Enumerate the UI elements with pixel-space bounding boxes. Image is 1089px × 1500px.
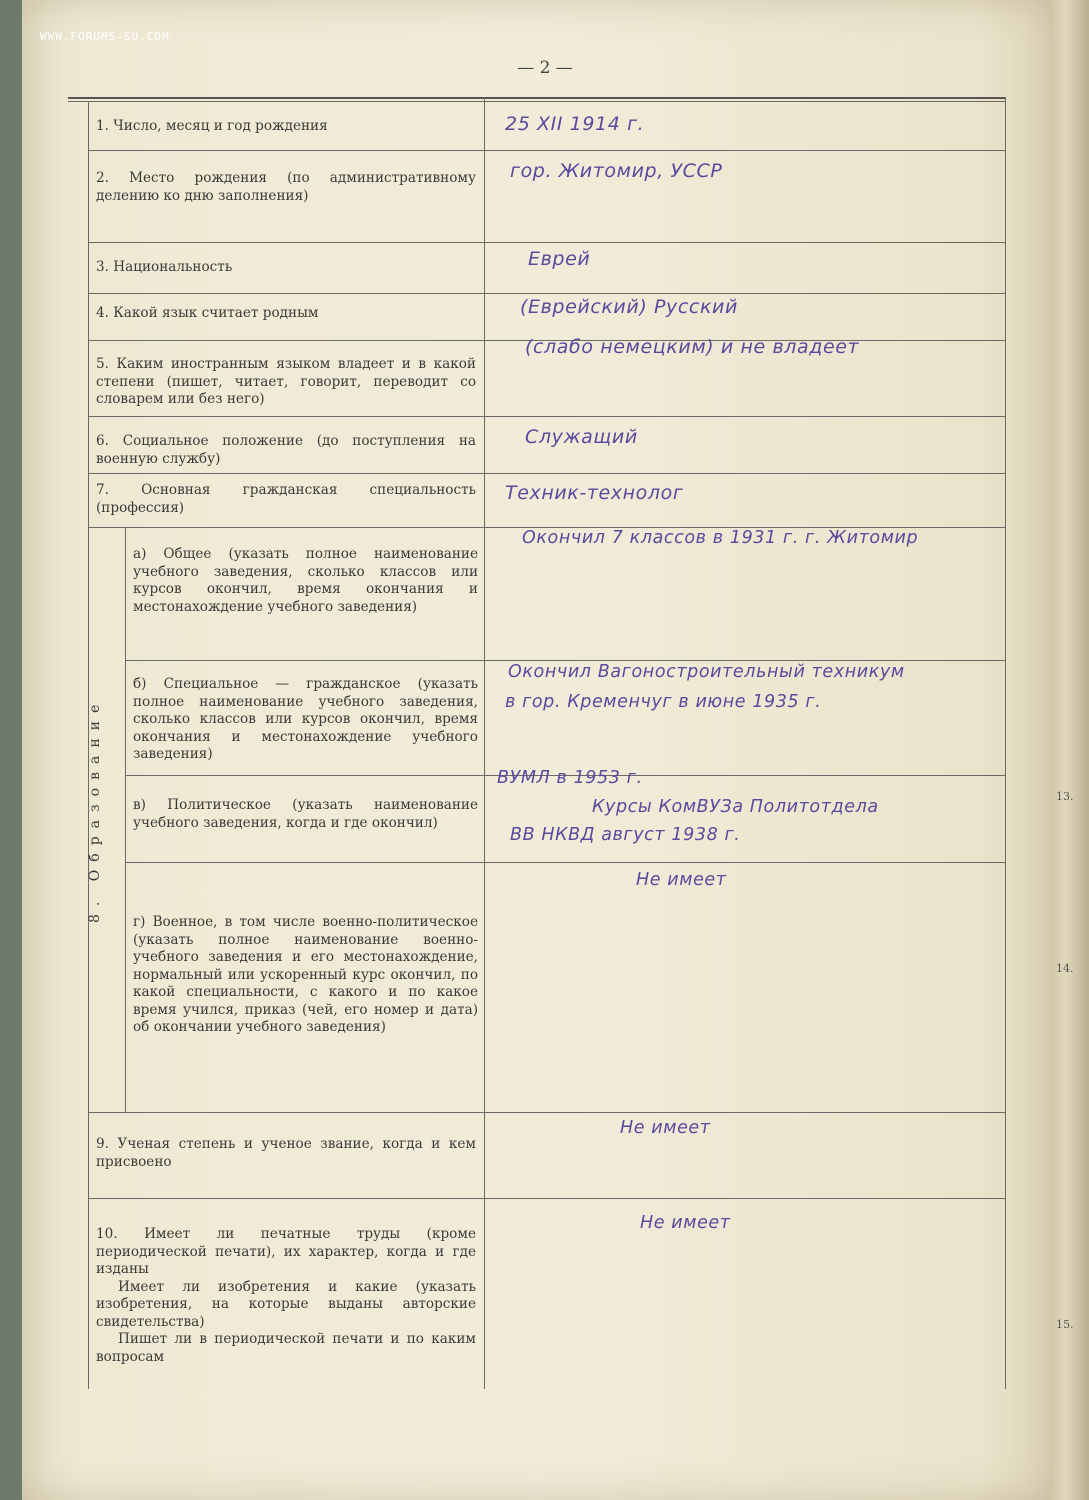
answer-education-military: Не имеет xyxy=(636,870,727,890)
periodicals-label: Пишет ли в периодической печати и по каким вопросам xyxy=(96,1331,476,1365)
row-label-publications xyxy=(96,1226,476,1366)
education-section-title: 8. Образование xyxy=(87,696,103,924)
education-military-label: г) Военное, в том числе военно-политическое (указать полное наименование военно-учебного заведения и его местонахождение, нормальный или ускоренный курс окончил, по какой специальности, с какого и по какое время учился, приказ (чей, его номер и дата) об окончании учебного заведения) xyxy=(133,914,478,1035)
answer-civil-specialty: Техник-технолог xyxy=(505,482,684,504)
answer-education-civil-line2: в гор. Кременчуг в июне 1935 г. xyxy=(505,692,822,712)
watermark: WWW.FORUMS-SU.COM xyxy=(40,30,170,43)
answer-birthplace: гор. Житомир, УССР xyxy=(510,160,723,182)
answer-academic-degree: Не имеет xyxy=(620,1118,711,1138)
answer-foreign-language: (слабо немецким) и не владеет xyxy=(525,336,860,358)
side-number: 14. xyxy=(1056,962,1074,975)
row-label-civil-specialty: 7. Основная гражданская специальность (профессия) xyxy=(96,482,476,516)
answer-education-political-line3: ВВ НКВД август 1938 г. xyxy=(510,825,741,845)
row-label-social-status: 6. Социальное положение (до поступления на военную службу) xyxy=(96,433,476,467)
row-label-native-language: 4. Какой язык считает родным xyxy=(96,305,319,321)
side-number: 13. xyxy=(1056,790,1074,803)
answer-education-political-line2: Курсы КомВУЗа Политотдела xyxy=(592,797,879,817)
answer-education-general: Окончил 7 классов в 1931 г. г. Житомир xyxy=(522,528,919,548)
inventions-label: Имеет ли изобретения и какие (указать изобретения, на которые выданы авторские свидетельства) xyxy=(96,1278,476,1330)
answer-native-language: (Еврейский) Русский xyxy=(520,296,738,318)
answer-education-political-line1: ВУМЛ в 1953 г. xyxy=(497,768,643,788)
row-label-foreign-language: 5. Каким иностранным языком владеет и в какой степени (пишет, читает, говорит, переводит со словарем или без него) xyxy=(96,356,476,407)
education-civil-special-label: б) Специальное — гражданское (указать полное наименование учебного заведения, сколько классов или курсов окончил, время окончания и местонахождение учебного заведения) xyxy=(133,676,478,762)
page-number: — 2 — xyxy=(517,58,573,78)
row-label-birthplace: 2. Место рождения (по административному делению ко дню заполнения) xyxy=(96,170,476,204)
answer-publications: Не имеет xyxy=(640,1213,731,1233)
side-number: 15. xyxy=(1056,1318,1074,1331)
education-political-label: в) Политическое (указать наименование учебного заведения, когда и где окончил) xyxy=(133,797,478,831)
answer-birthdate: 25 XII 1914 г. xyxy=(505,113,645,135)
publications-label: 10. Имеет ли печатные труды (кроме периодической печати), их характер, когда и где изданы xyxy=(96,1226,476,1277)
adjacent-page-edge xyxy=(1050,0,1089,1500)
row-label-academic-degree: 9. Ученая степень и ученое звание, когда и кем присвоено xyxy=(96,1136,476,1170)
row-label-nationality: 3. Национальность xyxy=(96,259,233,275)
answer-nationality: Еврей xyxy=(528,248,591,270)
education-general-label: а) Общее (указать полное наименование учебного заведения, сколько классов или курсов окончил, время окончания и местонахождение учебного заведения) xyxy=(133,546,478,615)
answer-social-status: Служащий xyxy=(525,426,638,448)
row-label-birthdate: 1. Число, месяц и год рождения xyxy=(96,118,328,134)
answer-education-civil-line1: Окончил Вагоностроительный техникум xyxy=(508,662,905,682)
